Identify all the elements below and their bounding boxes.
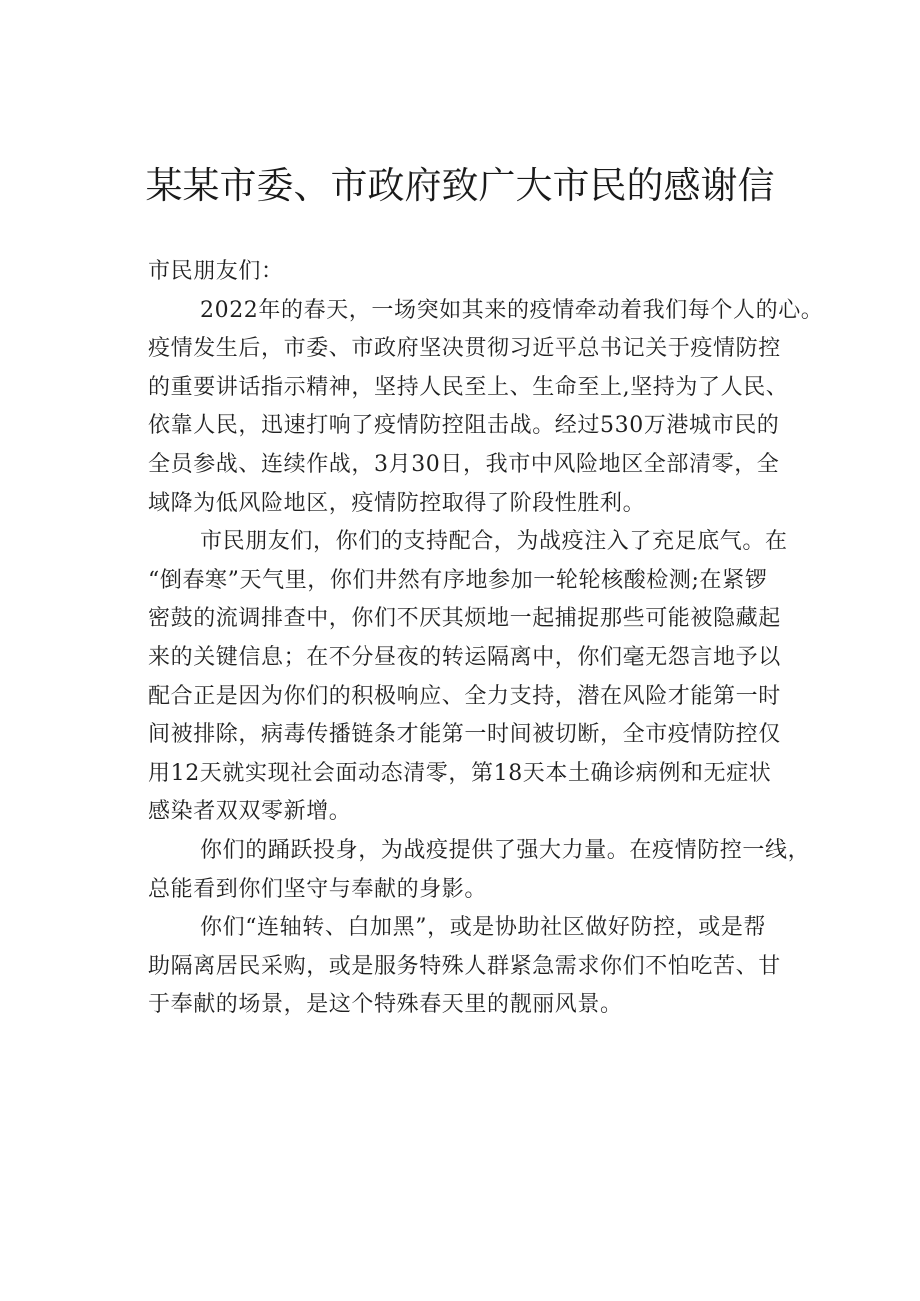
- paragraph-2-line-4: 来的关键信息；在不分昼夜的转运隔离中，你们毫无怨言地予以: [148, 644, 781, 670]
- paragraph-3-line-1: 你们的踊跃投身，为战疫提供了强大力量。在疫情防控一线，: [200, 837, 811, 863]
- paragraph-1-line-4: 依靠人民，迅速打响了疫情防控阻击战。经过530万港城市民的: [148, 413, 780, 439]
- paragraph-2-line-1: 市民朋友们，你们的支持配合，为战疫注入了充足底气。在: [200, 529, 788, 555]
- paragraph-1-line-1: 2022年的春天，一场突如其来的疫情牵动着我们每个人的心。: [200, 297, 824, 323]
- paragraph-2-line-7: 用12天就实现社会面动态清零，第18天本土确诊病例和无症状: [148, 760, 772, 786]
- paragraph-4-line-3: 于奉献的场景，是这个特殊春天里的靓丽风景。: [148, 992, 623, 1018]
- salutation: 市民朋友们：: [148, 259, 284, 284]
- paragraph-1-line-5: 全员参战、连续作战，3月30日，我市中风险地区全部清零，全: [148, 451, 780, 477]
- paragraph-2-line-6: 间被排除，病毒传播链条才能第一时间被切断，全市疫情防控仅: [148, 722, 781, 748]
- paragraph-1-line-3: 的重要讲话指示精神，坚持人民至上、生命至上,坚持为了人民、: [148, 374, 789, 400]
- paragraph-2-line-8: 感染者双双零新增。: [148, 799, 352, 825]
- paragraph-2-line-2: “倒春寒”天气里，你们井然有序地参加一轮轮核酸检测;在紧锣: [148, 567, 768, 593]
- paragraph-1-line-6: 域降为低风险地区，疫情防控取得了阶段性胜利。: [148, 490, 646, 516]
- paragraph-4-line-2: 助隔离居民采购，或是服务特殊人群紧急需求你们不怕吃苦、甘: [148, 953, 781, 979]
- paragraph-2-line-3: 密鼓的流调排查中，你们不厌其烦地一起捕捉那些可能被隐藏起: [148, 606, 781, 632]
- paragraph-1-line-2: 疫情发生后，市委、市政府坚决贯彻习近平总书记关于疫情防控: [148, 336, 781, 362]
- paragraph-2-line-5: 配合正是因为你们的积极响应、全力支持，潜在风险才能第一时: [148, 683, 781, 709]
- letter-body: [148, 253, 824, 1025]
- paragraph-4-line-1: 你们“连轴转、白加黑”，或是协助社区做好防控，或是帮: [200, 915, 767, 941]
- paragraph-3-line-2: 总能看到你们坚守与奉献的身影。: [148, 876, 488, 902]
- document-title: 某某市委、市政府致广大市民的感谢信: [145, 164, 775, 207]
